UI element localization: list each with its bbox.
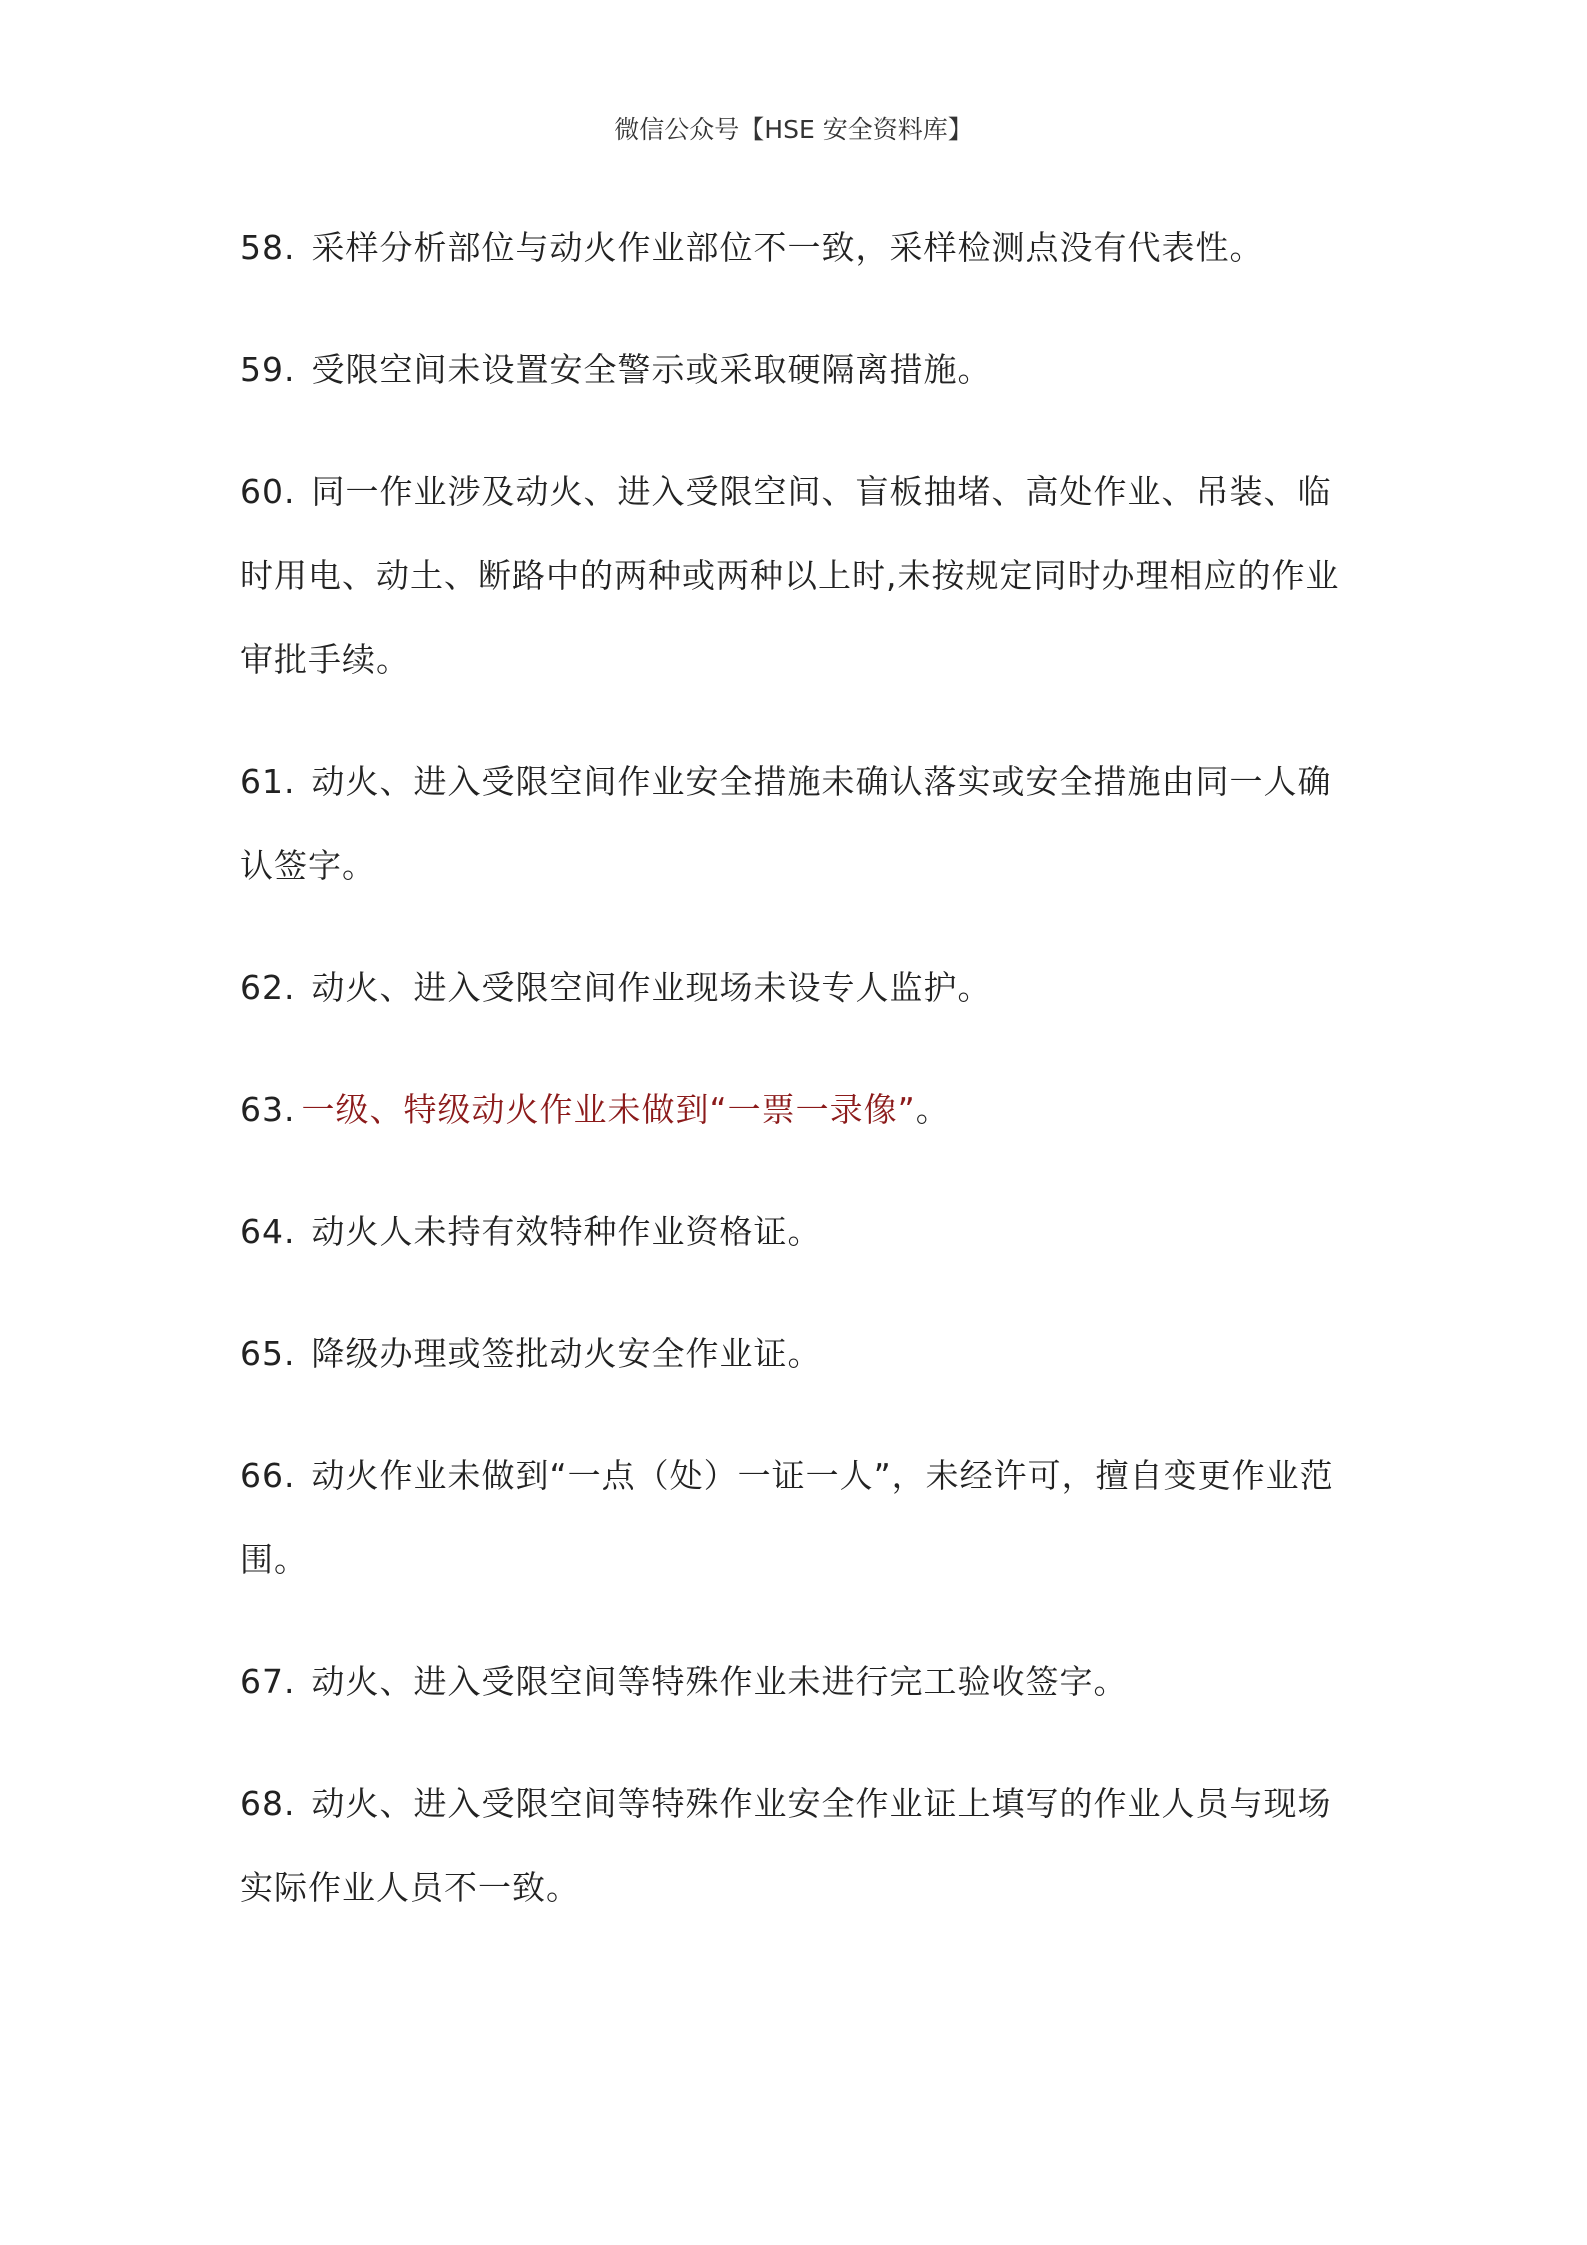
list-item-67: [240, 1640, 1360, 1724]
item-number: 58.: [240, 228, 296, 267]
item-text: 动火、进入受限空间作业安全措施未确认落实或安全措施由同一人确认签字。: [240, 762, 1332, 885]
item-number: 68.: [240, 1784, 296, 1823]
list-item-61: [240, 740, 1360, 908]
item-number: 65.: [240, 1334, 296, 1373]
item-number: 62.: [240, 968, 296, 1007]
item-text: 动火人未持有效特种作业资格证。: [311, 1212, 822, 1251]
item-text: 同一作业涉及动火、进入受限空间、盲板抽堵、高处作业、吊装、临时用电、动土、断路中的两种或两种以上时,未按规定同时办理相应的作业审批手续。: [240, 472, 1340, 679]
item-text: 采样分析部位与动火作业部位不一致，采样检测点没有代表性。: [311, 228, 1264, 267]
page-header: 微信公众号【HSE 安全资料库】: [614, 115, 973, 144]
item-text: 动火、进入受限空间等特殊作业安全作业证上填写的作业人员与现场实际作业人员不一致。: [240, 1784, 1332, 1907]
list-item-68: [240, 1762, 1360, 1930]
list-item-58: [240, 206, 1360, 290]
item-number: 59.: [240, 350, 296, 389]
item-text: 动火、进入受限空间等特殊作业未进行完工验收签字。: [311, 1662, 1128, 1701]
item-text: 受限空间未设置安全警示或采取硬隔离措施。: [311, 350, 992, 389]
item-number: 61.: [240, 762, 296, 801]
list-item-59: [240, 328, 1360, 412]
list-item-64: [240, 1190, 1360, 1274]
item-text: 动火、进入受限空间作业现场未设专人监护。: [311, 968, 992, 1007]
list-item-66: [240, 1434, 1360, 1602]
item-text: 降级办理或签批动火安全作业证。: [311, 1334, 822, 1373]
item-text: 动火作业未做到“一点（处）一证一人”，未经许可，擅自变更作业范围。: [240, 1456, 1334, 1579]
item-number: 60.: [240, 472, 296, 511]
item-text-highlighted: 一级、特级动火作业未做到“一票一录像”: [301, 1090, 916, 1129]
item-number: 67.: [240, 1662, 296, 1701]
item-number: 64.: [240, 1212, 296, 1251]
list-item-60: [240, 450, 1360, 702]
item-number: 66.: [240, 1456, 296, 1495]
item-number: 63.: [240, 1090, 296, 1129]
list-item-63: [240, 1068, 1360, 1152]
item-list: [240, 206, 1360, 1968]
item-text-tail: 。: [915, 1090, 950, 1129]
list-item-65: [240, 1312, 1360, 1396]
list-item-62: [240, 946, 1360, 1030]
